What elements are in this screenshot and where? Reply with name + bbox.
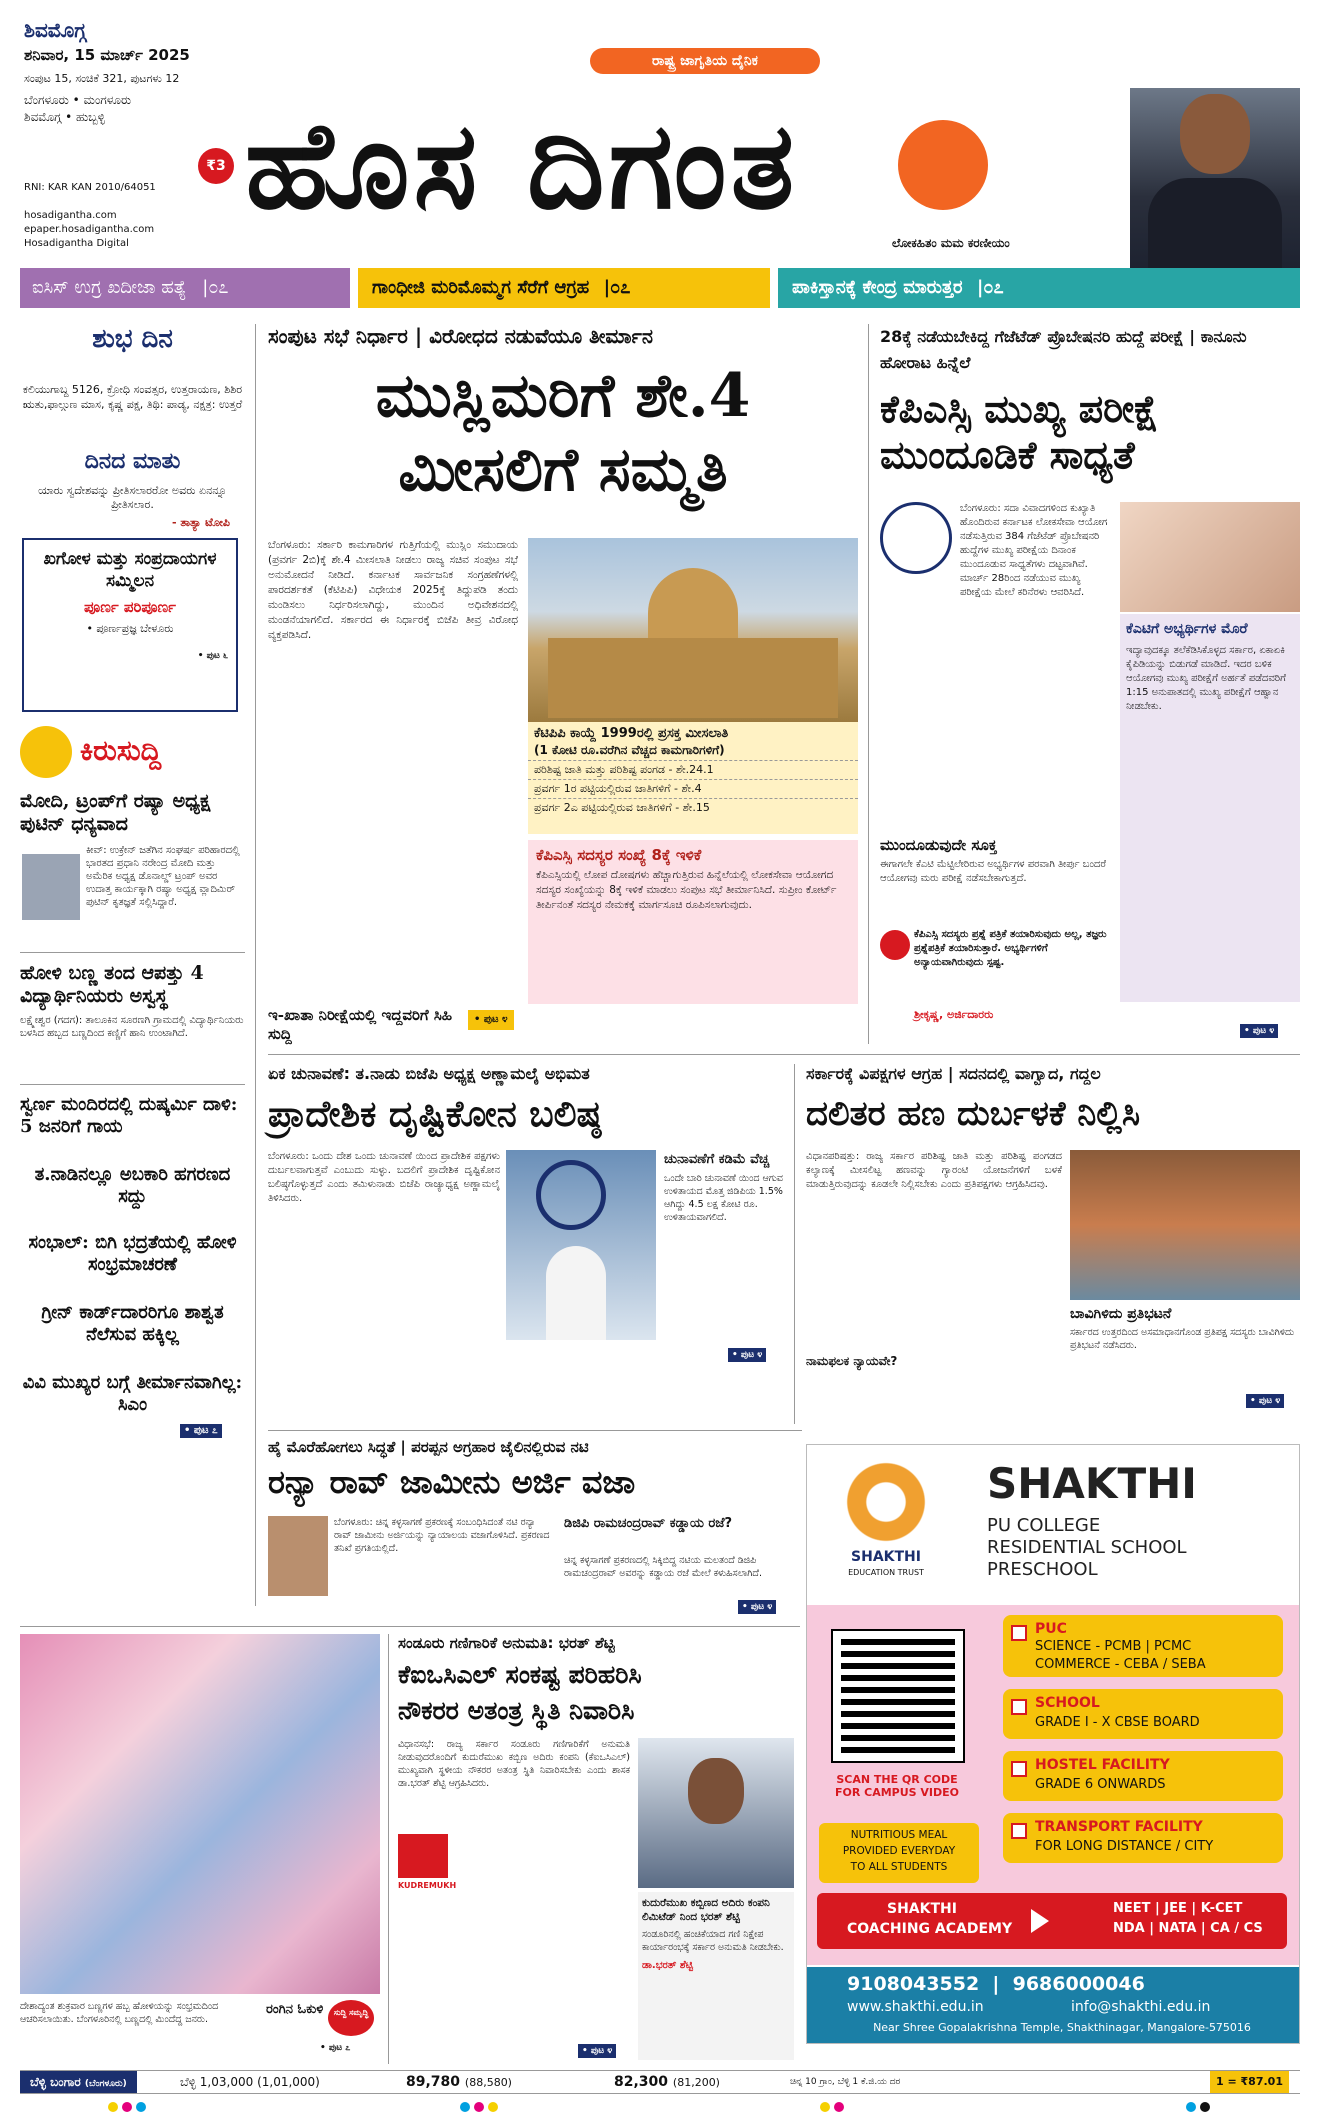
program-title: HOSTEL FACILITY: [1035, 1757, 1170, 1773]
bullion-city: (ಬೆಂಗಳೂರು): [84, 2079, 127, 2089]
ranya-photo: [268, 1516, 328, 1596]
section-rule: [268, 1430, 802, 1431]
brief-headline[interactable]: ತ.ನಾಡಿನಲ್ಲೂ ಅಬಕಾರಿ ಹಗರಣದ ಸದ್ದು: [34, 1164, 231, 1207]
phone-numbers[interactable]: 9108043552 | 9686000046: [847, 1973, 1145, 1995]
kpsc-member-box: [528, 840, 858, 1004]
kiocl-headline-2: ನೌಕರರ ಅತಂತ್ರ ಸ್ಥಿತಿ ನಿವಾರಿಸಿ: [398, 1696, 635, 1725]
silver-value: ಬೆಳ್ಳಿ 1,03,000: [180, 2075, 254, 2089]
program-sub: GRADE I - X CBSE BOARD: [1035, 1715, 1200, 1730]
wheel-icon: [536, 1160, 606, 1230]
program-item[interactable]: [1003, 1615, 1283, 1677]
page-ref[interactable]: • ಪುಟ ೭: [320, 2043, 351, 2053]
mid2-body: ವಿಧಾನಪರಿಷತ್ತು: ರಾಜ್ಯ ಸರ್ಕಾರ ಪರಿಶಿಷ್ಟ ಜಾತಿ ಮತ್ತು ಪರಿಶಿಷ್ಟ ಪಂಗಡದ ಕಲ್ಯಾಣಕ್ಕೆ ಮೀಸಲಿಟ್ಟ ಹಣವನ್ನು ಗ್ಯಾರಂಟಿ ಯೋಜನೆಗಳಿಗೆ ಬಳಕೆ ಮಾಡುತ್ತಿರುವುದನ್ನು ಕೂಡಲೇ ನಿಲ್ಲಿಸಬೇಕು ಎಂದು ಪ್ರತಿಪಕ್ಷಗಳು ಆಗ್ರಹಿಸಿದವು.: [806, 1151, 1062, 1190]
color-registration-marks: [108, 2100, 1208, 2114]
program-sub: COMMERCE - CEBA / SEBA: [1035, 1657, 1206, 1672]
lead-kicker: ಸಂಪುಟ ಸಭೆ ನಿರ್ಧಾರ | ವಿರೋಧದ ನಡುವೆಯೂ ತೀರ್ಮಾನ: [268, 324, 653, 348]
mid2-headline: ದಲಿತರ ಹಣ ದುರ್ಬಳಕೆ ನಿಲ್ಲಿಸಿ: [806, 1094, 1140, 1134]
gold22-prev: (81,200): [672, 2076, 720, 2089]
teaser-2[interactable]: [358, 268, 770, 308]
registration-dot: [460, 2102, 470, 2112]
editions-list: ಬೆಂಗಳೂರು • ಮಂಗಳೂರು ಶಿವಮೊಗ್ಗ • ಹುಬ್ಬಳ್ಳಿ: [24, 93, 132, 124]
brief-body: ಲಕ್ಷ್ಮೇಶ್ವರ (ಗದಗ): ತಾಲೂಕಿನ ಸೂರಣಗಿ ಗ್ರಾಮದಲ್ಲಿ ವಿದ್ಯಾರ್ಥಿನಿಯರು ಬಳಸಿದ ಹಬ್ಬದ ಬಣ್ಣದಿಂದ ಕಣ್ಣಿಗೆ ಹಾನಿ ಉಂಟಾಗಿದೆ.: [20, 1015, 244, 1039]
mid2-kicker: ಸರ್ಕಾರಕ್ಕೆ ವಿಪಕ್ಷಗಳ ಆಗ್ರಹ | ಸದನದಲ್ಲಿ ವಾಗ್ವಾದ, ಗದ್ದಲ: [806, 1064, 1101, 1083]
gold22-rate: [614, 2071, 720, 2094]
registration-dot: [1200, 2102, 1210, 2112]
dinada-mathu-title: ದಿನದ ಮಾತು: [84, 448, 181, 474]
person-head-icon: [688, 1758, 744, 1824]
exam-photo: [1120, 502, 1300, 612]
teaser-1[interactable]: [20, 268, 350, 308]
masthead-logo-icon: [898, 120, 988, 210]
program-sub: FOR LONG DISTANCE / CITY: [1035, 1839, 1214, 1854]
mid1-kicker: ಏಕ ಚುನಾವಣೆ: ತ.ನಾಡು ಬಿಜೆಪಿ ಅಧ್ಯಕ್ಷ ಅಣ್ಣಾಮಲೈ ಅಭಿಮತ: [268, 1064, 590, 1083]
registration-dot: [474, 2102, 484, 2112]
kat-box: [1120, 614, 1300, 1002]
event-ad-box[interactable]: [22, 538, 238, 712]
fx-rate: 1 = ₹87.01: [1210, 2071, 1289, 2093]
kudremukh-logo-icon: [398, 1834, 448, 1878]
coaching-banner[interactable]: [817, 1893, 1287, 1949]
brief-headline[interactable]: ವಿವಿ ಮುಖ್ಯರ ಬಗ್ಗೆ ತೀರ್ಮಾನವಾಗಿಲ್ಲ: ಸಿಎಂ: [22, 1372, 243, 1415]
program-title: SCHOOL: [1035, 1695, 1100, 1711]
teaser-page: |೦೭: [603, 277, 631, 298]
sun-icon: [841, 1457, 931, 1547]
protest-body: ಸರ್ಕಾರದ ಉತ್ತರದಿಂದ ಅಸಮಾಧಾನಗೊಂಡ ಪ್ರತಿಪಕ್ಷ ಸದಸ್ಯರು ಬಾವಿಗಿಳಿದು ಪ್ರತಿಭಟನೆ ನಡೆಸಿದರು.: [1070, 1327, 1295, 1351]
holi-tag-badge: ಸುದ್ದಿ ಸಮೃದ್ಧಿ: [328, 2000, 374, 2036]
brief-headline[interactable]: ಸಂಭಾಲ್: ಬಿಗಿ ಭದ್ರತೆಯಲ್ಲಿ ಹೋಳಿ ಸಂಭ್ರಮಾಚರಣೆ: [28, 1232, 237, 1275]
gold24-value: 89,780: [406, 2074, 461, 2090]
registration-dot: [1186, 2102, 1196, 2112]
tagline-banner: ರಾಷ್ಟ್ರ ಜಾಗೃತಿಯ ದೈನಿಕ: [590, 48, 820, 74]
section-rule: [268, 1054, 1300, 1055]
page-ref[interactable]: • ಪುಟ ೪: [1240, 1024, 1278, 1038]
registration-dot: [820, 2102, 830, 2112]
meal-line: PROVIDED EVERYDAY: [842, 1845, 956, 1857]
assembly-photo: [1070, 1150, 1300, 1300]
kpsc-quote: ಕೆಪಿಎಸ್ಸಿ ಸದಸ್ಯರು ಪ್ರಶ್ನೆ ಪತ್ರಿಕೆ ತಯಾರಿಸುವುದು ಅಲ್ಲ, ತಜ್ಞರು ಪ್ರಶ್ನೆಪತ್ರಿಕೆ ತಯಾರಿಸುತ್ತಾರೆ. ಅಭ್ಯರ್ಥಿಗಳಿಗೆ ಅನ್ಯಾಯವಾಗಿರುವುದು ಸ್ಪಷ್ಟ.: [914, 929, 1107, 968]
kiocl-side-box: [638, 1892, 794, 2060]
epaper-link[interactable]: epaper.hosadigantha.com: [24, 224, 155, 235]
teaser-page: |೦೭: [202, 277, 229, 298]
sub-head: ಮುಂದೂಡುವುದೇ ಸೂಕ್ತ: [880, 836, 997, 854]
registration-dot: [136, 2102, 146, 2112]
dome-icon: [648, 568, 738, 638]
kpsc-headline-2: ಮುಂದೂಡಿಕೆ ಸಾಧ್ಯತೆ: [880, 432, 1135, 477]
brief-headline[interactable]: ಹೋಳಿ ಬಣ್ಣ ತಂದ ಆಪತ್ತು 4 ವಿದ್ಯಾರ್ಥಿನಿಯರು ಅಸ್ವಸ್ಥ: [20, 962, 204, 1007]
ranya-headline: ರನ್ಯಾ ರಾವ್ ಜಾಮೀನು ಅರ್ಜಿ ವಜಾ: [268, 1463, 636, 1501]
qr-caption: [817, 1773, 977, 1799]
page-ref[interactable]: • ಪುಟ ೭: [180, 1424, 222, 1438]
silver-rate: [180, 2071, 320, 2093]
teaser-3[interactable]: [778, 268, 1300, 308]
kat-head: ಕೆಎಟಿಗೆ ಅಭ್ಯರ್ಥಿಗಳ ಮೊರೆ: [1126, 621, 1248, 637]
divider: [20, 1084, 245, 1085]
brief-headline[interactable]: ಗ್ರೀನ್ ಕಾರ್ಡ್‌ದಾರರಿಗೂ ಶಾಶ್ವತ ನೆಲೆಸುವ ಹಕ್ಕಿಲ್ಲ: [41, 1302, 224, 1345]
bullion-title: ಬೆಳ್ಳಿ ಬಂಗಾರ: [30, 2075, 81, 2089]
holi-tag: ರಂಗಿನ ಓಕುಳಿ: [266, 2002, 324, 2017]
web-link[interactable]: www.shakthi.edu.in: [847, 1999, 984, 2015]
mid1-headline: ಪ್ರಾದೇಶಿಕ ದೃಷ್ಟಿಕೋನ ಬಲಿಷ್ಠ: [268, 1093, 602, 1135]
reservation-row: ಪ್ರವರ್ಗ 2ಎ ಪಟ್ಟಿಯಲ್ಲಿರುವ ಜಾತಿಗಳಿಗೆ - ಶೇ.15: [528, 798, 858, 817]
page-ref[interactable]: • ಪುಟ ೪: [1246, 1394, 1284, 1408]
cost-body: ಒಂದೇ ಬಾರಿ ಚುನಾವಣೆ ಯಿಂದ ಆಗುವ ಉಳಿತಾಯದ ಮೊತ್ತ ಜಿಡಿಪಿಯ 1.5% ಆಗಿದ್ದು 4.5 ಲಕ್ಷ ಕೋಟಿ ರೂ. ಉಳಿತಾಯವಾಗಲಿದೆ.: [664, 1173, 784, 1223]
kiocl-side-body: ಸಂಡೂರಿನಲ್ಲಿ ಹಂಚಿಕೆಯಾದ ಗಣಿ ನಿಕ್ಷೇಪ ಕಾರ್ಯಾರಂಭಕ್ಕೆ ಸರ್ಕಾರ ಅನುಮತಿ ನೀಡಬೇಕು.: [642, 1929, 784, 1953]
meal-box: [819, 1823, 979, 1883]
quote-text: ಯಾರು ಸ್ವದೇಶವನ್ನು ಪ್ರೀತಿಸಲಾರರೋ ಅವರು ಏನನ್ನೂ ಪ್ರೀತಿಸಲಾರ.: [38, 484, 227, 511]
putin-photo: [22, 854, 80, 920]
registration-dot: [122, 2102, 132, 2112]
kpsc-member-head: ಕೆಪಿಎಸ್ಸಿ ಸದಸ್ಯರ ಸಂಖ್ಯೆ 8ಕ್ಕೆ ಇಳಿಕೆ: [536, 846, 702, 864]
teaser-text: ಪಾಕಿಸ್ತಾನಕ್ಕೆ ಕೇಂದ್ರ ಮಾರುತ್ತರ: [792, 277, 963, 298]
event-ad-note: • ಪೂರ್ಣಪ್ರಜ್ಞ ಬೇಳೂರು: [86, 622, 174, 635]
column-rule: [255, 324, 256, 1606]
edition-item: ಮಂಗಳೂರು: [83, 93, 132, 107]
event-ad-subtitle: ಪೂರ್ಣ ಪರಿಪೂರ್ಣ: [84, 598, 176, 616]
edition-item: ಶಿವಮೊಗ್ಗ: [24, 110, 62, 124]
dgp-body: ಚಿನ್ನ ಕಳ್ಳಸಾಗಣೆ ಪ್ರಕರಣದಲ್ಲಿ ಸಿಕ್ಕಿಬಿದ್ದ ನಟಿಯ ಮಲತಂದೆ ಡಿಜಿಪಿ ರಾಮಚಂದ್ರರಾವ್ ಅವರನ್ನು ಕಡ್ಡಾಯ ರಜೆ ಮೇಲೆ ಕಳುಹಿಸಲಾಗಿದೆ.: [564, 1555, 762, 1579]
program-sub: GRADE 6 ONWARDS: [1035, 1777, 1166, 1792]
website-link[interactable]: hosadigantha.com: [24, 210, 117, 221]
meal-line: TO ALL STUDENTS: [850, 1861, 948, 1873]
annamalai-story: [268, 1064, 788, 1424]
lead-headline-1: ಮುಸ್ಲಿಮರಿಗೆ ಶೇ.4: [375, 361, 751, 431]
kpsc-kicker: 28ಕ್ಕೆ ನಡೆಯಬೇಕಿದ್ದ ಗೆಜೆಟೆಡ್ ಪ್ರೊಬೇಷನರಿ ಹುದ್ದೆ ಪರೀಕ್ಷೆ | ಕಾನೂನು ಹೋರಾಟ ಹಿನ್ನೆಲೆ: [880, 327, 1247, 372]
email-link[interactable]: info@shakthi.edu.in: [1071, 1999, 1211, 2015]
brief-headline[interactable]: ಮೋದಿ, ಟ್ರಂಪ್‌ಗೆ ರಷ್ಯಾ ಅಧ್ಯಕ್ಷ ಪುಟಿನ್ ಧನ್ಯವಾದ: [20, 790, 211, 835]
silver-prev: (1,01,000): [257, 2075, 320, 2089]
sub-body: ಈಗಾಗಲೇ ಕೆಎಟಿ ಮೆಟ್ಟಿಲೇರಿರುವ ಅಭ್ಯರ್ಥಿಗಳ ಪರವಾಗಿ ತೀರ್ಪು ಬಂದರೆ ಆಯೋಗವು ಮರು ಪರೀಕ್ಷೆ ನಡೆಸಬೇಕಾಗುತ್ತದೆ.: [880, 859, 1107, 884]
quote-author: - ತಾತ್ಯಾ ಟೋಪಿ: [171, 516, 230, 529]
edition-item: ಹುಬ್ಬಳ್ಳಿ: [76, 110, 105, 124]
meal-line: NUTRITIOUS MEAL: [850, 1829, 948, 1841]
rni-number: RNI: KAR KAN 2010/64051: [24, 182, 156, 193]
masthead-motto: ಲೋಕಹಿತಂ ಮಮ ಕರಣೀಯಂ: [892, 236, 1010, 250]
check-icon: [1011, 1699, 1027, 1715]
column-rule: [388, 1634, 389, 2064]
shakthi-ad[interactable]: [806, 1444, 1300, 2044]
person-suit-icon: [1148, 178, 1282, 270]
mid1-body: ಬೆಂಗಳೂರು: ಒಂದು ದೇಶ ಒಂದು ಚುನಾವಣೆ ಯಿಂದ ಪ್ರಾದೇಶಿಕ ಪಕ್ಷಗಳು ದುರ್ಬಲವಾಗುತ್ತವೆ ಎಂಬುದು ಸುಳ್ಳು. ಬದಲಿಗೆ ಪ್ರಾದೇಶಿಕ ದೃಷ್ಟಿಕೋನ ಬಲಿಷ್ಠಗೊಳ್ಳುತ್ತದೆ ಎಂದು ತಮಿಳುನಾಡು ಬಿಜೆಪಿ ರಾಜ್ಯಾಧ್ಯಕ್ಷ ಅಣ್ಣಾಮಲೈ ತಿಳಿಸಿದರು.: [268, 1151, 500, 1204]
section-rule: [20, 1626, 800, 1627]
reservation-caption: ಕೆಟಿಪಿಪಿ ಕಾಯ್ದೆ 1999ರಲ್ಲಿ ಪ್ರಸಕ್ತ ಮೀಸಲಾತಿ: [534, 726, 729, 741]
ranya-story: [268, 1438, 788, 1618]
program-item[interactable]: [1003, 1689, 1283, 1739]
check-icon: [1011, 1823, 1027, 1839]
page-ref[interactable]: • ಪುಟ ೪: [738, 1600, 776, 1614]
shubha-dina-title: ಶುಭ ದಿನ: [92, 324, 173, 354]
shakthi-brand: SHAKTHI: [987, 1459, 1197, 1508]
shakthi-line: RESIDENTIAL SCHOOL: [987, 1537, 1187, 1558]
teaser-page: |೦೭: [976, 277, 1004, 298]
ranya-kicker: ಹೈ ಮೊರೆಹೋಗಲು ಸಿದ್ಧತೆ | ಪರಪ್ಪನ ಅಗ್ರಹಾರ ಜೈಲಿನಲ್ಲಿರುವ ನಟಿ: [268, 1438, 589, 1456]
program-sub: SCIENCE - PCMB | PCMC: [1035, 1639, 1192, 1654]
teaser-text: ಗಾಂಧೀಜಿ ಮರಿಮೊಮ್ಮಗ ಸೆರೆಗೆ ಆಗ್ರಹ: [372, 277, 590, 298]
lead-story: [268, 324, 858, 1044]
teaser-strip: [20, 268, 1300, 308]
event-ad-title: ಖಗೋಳ ಮತ್ತು ಸಂಪ್ರದಾಯಗಳ ಸಮ್ಮಿಲನ: [43, 549, 217, 591]
person-head-icon: [1180, 94, 1250, 174]
kiocl-quote-author: ಡಾ.ಭರತ್ ಶೆಟ್ಟಿ: [642, 1960, 693, 1971]
coaching-line: COACHING ACADEMY: [847, 1921, 1013, 1937]
masthead: [0, 0, 1319, 315]
reservation-box: [528, 722, 858, 834]
qr-line: FOR CAMPUS VIDEO: [834, 1786, 960, 1799]
bullion-label: [20, 2071, 137, 2093]
shakthi-logo: [831, 1457, 941, 1577]
edition-item: ಬೆಂಗಳೂರು: [24, 93, 69, 107]
qr-line: SCAN THE QR CODE: [836, 1773, 958, 1786]
gold24-prev: (88,580): [464, 2076, 512, 2089]
column-rule: [794, 1064, 795, 1424]
dgp-head: ಡಿಜಿಪಿ ರಾಮಚಂದ್ರರಾವ್ ಕಡ್ಡಾಯ ರಜೆ?: [564, 1516, 733, 1531]
kpsc-headline-1: ಕೆಪಿಎಸ್ಸಿ ಮುಖ್ಯ ಪರೀಕ್ಷೆ: [880, 386, 1159, 431]
shakthi-line: PU COLLEGE: [987, 1515, 1101, 1536]
kudremukh-logo-text: KUDREMUKH: [398, 1881, 457, 1890]
page-ref[interactable]: • ಪುಟ ೪: [728, 1348, 766, 1362]
holi-photo: [20, 1634, 380, 1994]
holi-caption: ದೇಶಾದ್ಯಂತ ಶುಕ್ರವಾರ ಬಣ್ಣಗಳ ಹಬ್ಬ ಹೋಳಿಯನ್ನು ಸಂಭ್ರಮದಿಂದ ಆಚರಿಸಲಾಯಿತು. ಬೆಂಗಳೂರಿನಲ್ಲಿ ಬಣ್ಣದಲ್ಲಿ ಮಿಂದೆದ್ದ ಜನರು.: [20, 2001, 219, 2025]
arrow-right-icon: [1031, 1909, 1049, 1933]
cost-box: [660, 1150, 788, 1340]
exams-line: NDA | NATA | CA / CS: [1113, 1921, 1263, 1936]
lead-body: ಬೆಂಗಳೂರು: ಸರ್ಕಾರಿ ಕಾಮಗಾರಿಗಳ ಗುತ್ತಿಗೆಯಲ್ಲಿ ಮುಸ್ಲಿಂ ಸಮುದಾಯ (ಪ್ರವರ್ಗ 2ಬಿ)ಕ್ಕೆ ಶೇ.4 ಮೀಸಲಾತಿ ನೀಡಲು ರಾಜ್ಯ ಸಚಿವ ಸಂಪುಟ ಸಭೆ ಅನುಮೋದನೆ ನೀಡಿದೆ. ಕರ್ನಾಟಕ ಸಾರ್ವಜನಿಕ ಸಂಗ್ರಹಣೆಗಳಲ್ಲಿ ಪಾರದರ್ಶಕತೆ (ಕೆಟಿಪಿಪಿ) ವಿಧೇಯಕ 2025ಕ್ಕೆ ತಿದ್ದುಪಡಿ ತಂದು ಮಂಡಿಸಲು ನಿರ್ಧರಿಸಲಾಗಿದ್ದು, ಮುಂದಿನ ಅಧಿವೇಶನದಲ್ಲಿ ಮಂಡನೆಯಾಗಲಿದೆ. ಸರ್ಕಾರದ ಈ ನಿರ್ಧಾರಕ್ಕೆ ಬಿಜೆಪಿ ತೀವ್ರ ವಿರೋಧ ವ್ಯಕ್ತಪಡಿಸಿದೆ.: [268, 539, 518, 641]
issue-date: ಶನಿವಾರ, 15 ಮಾರ್ಚ್ 2025: [24, 46, 190, 64]
mid2-sub: ನಾಮಫಲಕ ನ್ಯಾಯವೇ?: [806, 1354, 898, 1368]
edition-city: ಶಿವಮೊಗ್ಗ: [24, 18, 87, 42]
kirusuddi-header: [20, 726, 245, 778]
shakthi-logo-text: SHAKTHI: [851, 1549, 921, 1565]
vidhana-soudha-photo: [528, 538, 858, 722]
program-title: TRANSPORT FACILITY: [1035, 1819, 1203, 1835]
event-ad-page: • ಪುಟ ೬: [197, 651, 228, 661]
reservation-row: ಪರಿಶಿಷ್ಟ ಜಾತಿ ಮತ್ತು ಪರಿಶಿಷ್ಟ ಪಂಗಡ - ಶೇ.24.1: [528, 760, 858, 779]
dalit-fund-story: [806, 1064, 1300, 1424]
exams-line: NEET | JEE | K-CET: [1113, 1901, 1243, 1916]
price-badge: ₹3: [198, 148, 234, 184]
kiocl-story: [398, 1634, 794, 2064]
divider: [20, 952, 245, 953]
brief-body: ಕೀವ್: ಉಕ್ರೇನ್ ಜತೆಗಿನ ಸಂಘರ್ಷ ಪರಿಹಾರದಲ್ಲಿ ಭಾರತದ ಪ್ರಧಾನಿ ನರೇಂದ್ರ ಮೋದಿ ಮತ್ತು ಅಮೆರಿಕ ಅಧ್ಯಕ್ಷ ಡೊನಾಲ್ಡ್ ಟ್ರಂಪ್ ಅವರ ಉದಾತ್ತ ಕಾರ್ಯಕ್ಕಾಗಿ ರಷ್ಯಾ ಅಧ್ಯಕ್ಷ ವ್ಲಾದಿಮಿರ್ ಪುಟಿನ್ ಕೃತಜ್ಞತೆ ಸಲ್ಲಿಸಿದ್ದಾರೆ.: [86, 845, 240, 908]
ekhata-teaser[interactable]: ಇ-ಖಾತಾ ನಿರೀಕ್ಷೆಯಲ್ಲಿ ಇದ್ದವರಿಗೆ ಸಿಹಿ ಸುದ್ದಿ: [268, 1006, 453, 1043]
registration-dot: [488, 2102, 498, 2112]
ranya-body: ಬೆಂಗಳೂರು: ಚಿನ್ನ ಕಳ್ಳಸಾಗಣೆ ಪ್ರಕರಣಕ್ಕೆ ಸಂಬಂಧಿಸಿದಂತೆ ನಟಿ ರನ್ಯಾ ರಾವ್ ಜಾಮೀನು ಅರ್ಜಿಯನ್ನು ನ್ಯಾಯಾಲಯ ವಜಾಗೊಳಿಸಿದೆ. ಪ್ರಕರಣದ ತನಿಖೆ ಪ್ರಗತಿಯಲ್ಲಿದೆ.: [334, 1517, 550, 1554]
shakthi-line: PRESCHOOL: [987, 1559, 1098, 1580]
gold22-value: 82,300: [614, 2074, 669, 2090]
qr-code[interactable]: [833, 1631, 963, 1761]
bharath-shetty-photo: [638, 1738, 794, 1888]
kiocl-side-head: ಕುದುರೆಮುಖ ಕಬ್ಬಿಣದ ಅದಿರು ಕಂಪನಿ ಲಿಮಿಟೆಡ್ ನಿಂದ ಭರತ್ ಶೆಟ್ಟಿ: [642, 1897, 770, 1923]
coaching-line: SHAKTHI: [887, 1901, 957, 1917]
cost-head: ಚುನಾವಣೆಗೆ ಕಡಿಮೆ ವೆಚ್ಚ: [664, 1152, 770, 1167]
panchanga-text: ಕಲಿಯುಗಾಬ್ದ 5126, ಕ್ರೋಧಿ ಸಂವತ್ಸರ, ಉತ್ತರಾಯಣ, ಶಿಶಿರ ಋತು,ಫಾಲ್ಗುಣ ಮಾಸ, ಕೃಷ್ಣ ಪಕ್ಷ, ತಿಥಿ: ಪಾಡ್ಯ, ನಕ್ಷತ್ರ: ಉತ್ತರೆ: [22, 383, 243, 411]
masthead-photo: [1130, 88, 1300, 270]
page-ref[interactable]: • ಪುಟ ೪: [578, 2044, 616, 2058]
bullion-note: ಚಿನ್ನ 10 ಗ್ರಾಂ, ಬೆಳ್ಳಿ 1 ಕೆ.ಜಿ.ಯ ದರ: [790, 2077, 901, 2087]
kpsc-body: ಬೆಂಗಳೂರು: ಸದಾ ವಿವಾದಗಳಿಂದ ಕುಖ್ಯಾತಿ ಹೊಂದಿರುವ ಕರ್ನಾಟಕ ಲೋಕಸೇವಾ ಆಯೋಗ ನಡೆಸುತ್ತಿರುವ 384 ಗೆಜೆಟೆಡ್ ಪ್ರೊಬೇಷನರಿ ಹುದ್ದೆಗಳ ಮುಖ್ಯ ಪರೀಕ್ಷೆಯ ದಿನಾಂಕ ಮುಂದೂಡುವ ಸಾಧ್ಯತೆಗಳು ದಟ್ಟವಾಗಿವೆ. ಮಾರ್ಚ್ 28ರಿಂದ ನಡೆಯುವ ಮುಖ್ಯ ಪರೀಕ್ಷೆಯ ಮೇಲೆ ಕರಿನೆರಳು ಆವರಿಸಿದೆ.: [960, 503, 1108, 598]
gold24-rate: [406, 2071, 512, 2094]
kpsc-story: [880, 324, 1300, 1044]
program-item[interactable]: [1003, 1751, 1283, 1801]
teaser-text: ಐಸಿಸ್ ಉಗ್ರ ಖದೀಜಾ ಹತ್ಯೆ: [32, 277, 187, 298]
annamalai-photo: [506, 1150, 656, 1340]
column-rule: [868, 324, 869, 1044]
quote-mark-icon: [880, 930, 910, 960]
kpsc-member-body: ಕೆಪಿಎಸ್ಸಿಯಲ್ಲಿ ಲೋಪ ದೋಷಗಳು ಹೆಚ್ಚಾಗುತ್ತಿರುವ ಹಿನ್ನೆಲೆಯಲ್ಲಿ ಲೋಕಸೇವಾ ಆಯೋಗದ ಸದಸ್ಯರ ಸಂಖ್ಯೆಯನ್ನು 8ಕ್ಕೆ ಇಳಿಕೆ ಮಾಡಲು ಸಂಪುಟ ಸಭೆ ತೀರ್ಮಾನಿಸಿದೆ. ಸುಪ್ರೀಂ ಕೋರ್ಟ್ ತೀರ್ಪಿನಂತೆ ಸದಸ್ಯರ ನೇಮಕಕ್ಕೆ ಮಾರ್ಗಸೂಚಿ ರೂಪಿಸಲಾಗುವುದು.: [536, 869, 837, 911]
reservation-row: ಪ್ರವರ್ಗ 1ರ ಪಟ್ಟಿಯಲ್ಲಿರುವ ಜಾತಿಗಳಿಗೆ - ಶೇ.4: [528, 779, 858, 798]
reservation-caption-2: (1 ಕೋಟಿ ರೂ.ವರೆಗಿನ ವೆಚ್ಚದ ಕಾಮಗಾರಿಗಳಿಗೆ): [534, 743, 725, 757]
bullion-footer: [20, 2070, 1300, 2094]
holi-photo-block: [20, 1634, 380, 2064]
kirusuddi-title: ಕಿರುಸುದ್ದಿ: [80, 734, 162, 767]
check-icon: [1011, 1761, 1027, 1777]
kpsc-logo-icon: [880, 502, 952, 574]
issue-volume: ಸಂಪುಟ 15, ಸಂಚಿಕೆ 321, ಪುಟಗಳು 12: [24, 72, 180, 85]
social-link[interactable]: Hosadigantha Digital: [24, 238, 129, 249]
registration-dot: [108, 2102, 118, 2112]
kiocl-body: ವಿಧಾನಸಭೆ: ರಾಜ್ಯ ಸರ್ಕಾರ ಸಂಡೂರು ಗಣಿಗಾರಿಕೆಗೆ ಅನುಮತಿ ನೀಡುವುದರೊಂದಿಗೆ ಕುದುರೆಮುಖ ಕಬ್ಬಿಣ ಅದಿರು ಕಂಪನಿ (ಕೆಐಒಸಿಎಲ್) ಮುಖ್ಯವಾಗಿ ಸ್ಥಳೀಯ ನೌಕರರ ಅತಂತ್ರ ಸ್ಥಿತಿ ನಿವಾರಿಸಬೇಕು ಎಂದು ಶಾಸಕ ಡಾ.ಭರತ್ ಶೆಟ್ಟಿ ಆಗ್ರಹಿಸಿದರು.: [398, 1739, 630, 1789]
program-title: PUC: [1035, 1621, 1067, 1637]
registration-dot: [834, 2102, 844, 2112]
kpsc-quote-author: ಶ್ರೀಕೃಷ್ಣ, ಅರ್ಜಿದಾರರು: [914, 1008, 994, 1021]
building-icon: [548, 638, 838, 718]
hand-icon: [20, 726, 72, 778]
left-column: [20, 324, 245, 1624]
lead-headline-2: ಮೀಸಲಿಗೆ ಸಮ್ಮತಿ: [398, 435, 728, 505]
check-icon: [1011, 1625, 1027, 1641]
address-text: Near Shree Gopalakrishna Temple, Shakthinagar, Mangalore-575016: [873, 2021, 1251, 2034]
kiocl-headline-1: ಕೆಐಒಸಿಎಲ್ ಸಂಕಷ್ಟ ಪರಿಹರಿಸಿ: [398, 1660, 642, 1689]
brief-headline[interactable]: ಸ್ವರ್ಣ ಮಂದಿರದಲ್ಲಿ ದುಷ್ಕರ್ಮಿ ದಾಳಿ: 5 ಜನರಿಗೆ ಗಾಯ: [20, 1094, 238, 1137]
kat-body: ಇದ್ಯಾವುದಕ್ಕೂ ತಲೆಕೆಡಿಸಿಕೊಳ್ಳದ ಸರ್ಕಾರ, ಏಕಾಏಕಿ ಕೈಪಿಡಿಯನ್ನು ಬಿಡುಗಡೆ ಮಾಡಿದೆ. ಇದರ ಬಳಿಕ ಆಯೋಗವು ಮುಖ್ಯ ಪರೀಕ್ಷೆಗೆ ಅರ್ಹತೆ ಪಡೆದವರಿಗೆ 1:15 ಅನುಪಾತದಲ್ಲಿ ಮುಖ್ಯ ಪರೀಕ್ಷೆಗೆ ಆಹ್ವಾನ ನೀಡಬೇಕು.: [1126, 645, 1286, 712]
contact-bar: [807, 1967, 1299, 2043]
speaker-icon: [546, 1246, 606, 1340]
page-ref[interactable]: • ಪುಟ ೪: [468, 1010, 514, 1030]
program-item[interactable]: [1003, 1813, 1283, 1863]
masthead-title: ಹೊಸ ದಿಗಂತ: [245, 95, 799, 236]
kiocl-kicker: ಸಂಡೂರು ಗಣಿಗಾರಿಕೆ ಅನುಮತಿ: ಭರತ್ ಶೆಟ್ಟಿ: [398, 1634, 615, 1652]
protest-head: ಬಾವಿಗಿಳಿದು ಪ್ರತಿಭಟನೆ: [1070, 1306, 1172, 1322]
shakthi-trust: EDUCATION TRUST: [848, 1568, 924, 1577]
